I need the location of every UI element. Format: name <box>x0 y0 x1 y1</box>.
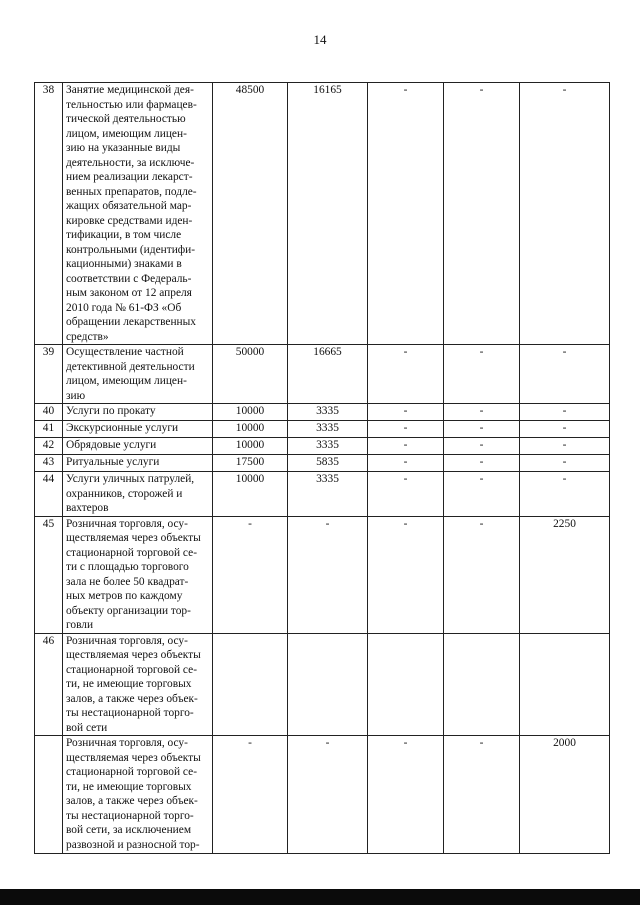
table-row <box>35 633 610 736</box>
value-col-7: - <box>520 455 610 472</box>
table-row <box>35 736 610 854</box>
row-number: 39 <box>35 345 63 404</box>
value-col-3 <box>213 633 288 736</box>
value-col-7: - <box>520 83 610 345</box>
table-row <box>35 345 610 404</box>
activity-description: Розничная торговля, осу- ществляемая через объекты стационарной торговой се- ти, не имеющие торговых залов, а также через объек- ты нестационарной торго- вой сети, за исключением развозной и разносной тор- <box>63 736 213 854</box>
value-col-5 <box>368 633 444 736</box>
row-number: 44 <box>35 472 63 517</box>
value-col-5: - <box>368 736 444 854</box>
value-col-7: - <box>520 472 610 517</box>
activity-description: Розничная торговля, осу- ществляемая через объекты стационарной торговой се- ти, не имеющие торговых залов, а также через объек- ты нестационарной торго- вой сети <box>63 633 213 736</box>
value-col-3: 10000 <box>213 472 288 517</box>
row-number: 46 <box>35 633 63 736</box>
value-col-6: - <box>444 455 520 472</box>
value-col-5: - <box>368 438 444 455</box>
value-col-6: - <box>444 472 520 517</box>
value-col-6: - <box>444 736 520 854</box>
value-col-5: - <box>368 404 444 421</box>
value-col-3: 10000 <box>213 404 288 421</box>
table-row <box>35 83 610 345</box>
value-col-3: - <box>213 736 288 854</box>
row-number: 43 <box>35 455 63 472</box>
value-col-5: - <box>368 421 444 438</box>
value-col-7 <box>520 633 610 736</box>
value-col-6: - <box>444 421 520 438</box>
activity-description: Занятие медицинской дея- тельностью или фармацев- тической деятельностью лицом, имеющим лицен- зию на указанные виды деятельности, за исключе- нием реализации лекарст- венных препаратов, подле- жащих обязательной мар- кировке средствами иден- тификации, в том числе контрольными (идентифи- кационными) знаками в соответствии с Федераль- ным законом от 12 апреля 2010 года № 61-ФЗ «Об обращении лекарственных средств» <box>63 83 213 345</box>
row-number: 38 <box>35 83 63 345</box>
table-row <box>35 438 610 455</box>
value-col-4: - <box>288 736 368 854</box>
table-row <box>35 455 610 472</box>
value-col-7: 2000 <box>520 736 610 854</box>
row-number: 41 <box>35 421 63 438</box>
value-col-6: - <box>444 516 520 633</box>
page-number: 14 <box>313 32 327 47</box>
row-number: 45 <box>35 516 63 633</box>
activity-description: Обрядовые услуги <box>63 438 213 455</box>
value-col-3: 10000 <box>213 421 288 438</box>
value-col-4: 16665 <box>288 345 368 404</box>
value-col-5: - <box>368 455 444 472</box>
table-row <box>35 421 610 438</box>
row-number: 42 <box>35 438 63 455</box>
value-col-3: 17500 <box>213 455 288 472</box>
value-col-6: - <box>444 404 520 421</box>
value-col-6: - <box>444 438 520 455</box>
value-col-7: - <box>520 404 610 421</box>
row-number <box>35 736 63 854</box>
value-col-4: 5835 <box>288 455 368 472</box>
value-col-6: - <box>444 345 520 404</box>
value-col-5: - <box>368 472 444 517</box>
value-col-5: - <box>368 83 444 345</box>
value-col-4 <box>288 633 368 736</box>
value-col-4: 16165 <box>288 83 368 345</box>
value-col-7: - <box>520 345 610 404</box>
value-col-6 <box>444 633 520 736</box>
activity-description: Ритуальные услуги <box>63 455 213 472</box>
activity-description: Услуги уличных патрулей, охранников, сторожей и вахтеров <box>63 472 213 517</box>
table-row <box>35 516 610 633</box>
table-row <box>35 404 610 421</box>
value-col-4: 3335 <box>288 472 368 517</box>
value-col-3: 10000 <box>213 438 288 455</box>
value-col-4: - <box>288 516 368 633</box>
value-col-4: 3335 <box>288 438 368 455</box>
value-col-7: - <box>520 438 610 455</box>
value-col-4: 3335 <box>288 421 368 438</box>
value-col-3: 48500 <box>213 83 288 345</box>
value-col-5: - <box>368 516 444 633</box>
value-col-3: 50000 <box>213 345 288 404</box>
activity-description: Осуществление частной детективной деятельности лицом, имеющим лицен- зию <box>63 345 213 404</box>
scan-bottom-edge <box>0 889 640 905</box>
value-col-6: - <box>444 83 520 345</box>
value-col-5: - <box>368 345 444 404</box>
value-col-4: 3335 <box>288 404 368 421</box>
table-row <box>35 472 610 517</box>
value-col-3: - <box>213 516 288 633</box>
activity-description: Розничная торговля, осу- ществляемая через объекты стационарной торговой се- ти с площадью торгового зала не более 50 квадрат- ных метров по каждому объекту организации тор- говли <box>63 516 213 633</box>
activity-description: Услуги по прокату <box>63 404 213 421</box>
value-col-7: 2250 <box>520 516 610 633</box>
value-col-7: - <box>520 421 610 438</box>
tax-rate-table <box>34 82 610 854</box>
row-number: 40 <box>35 404 63 421</box>
activity-description: Экскурсионные услуги <box>63 421 213 438</box>
